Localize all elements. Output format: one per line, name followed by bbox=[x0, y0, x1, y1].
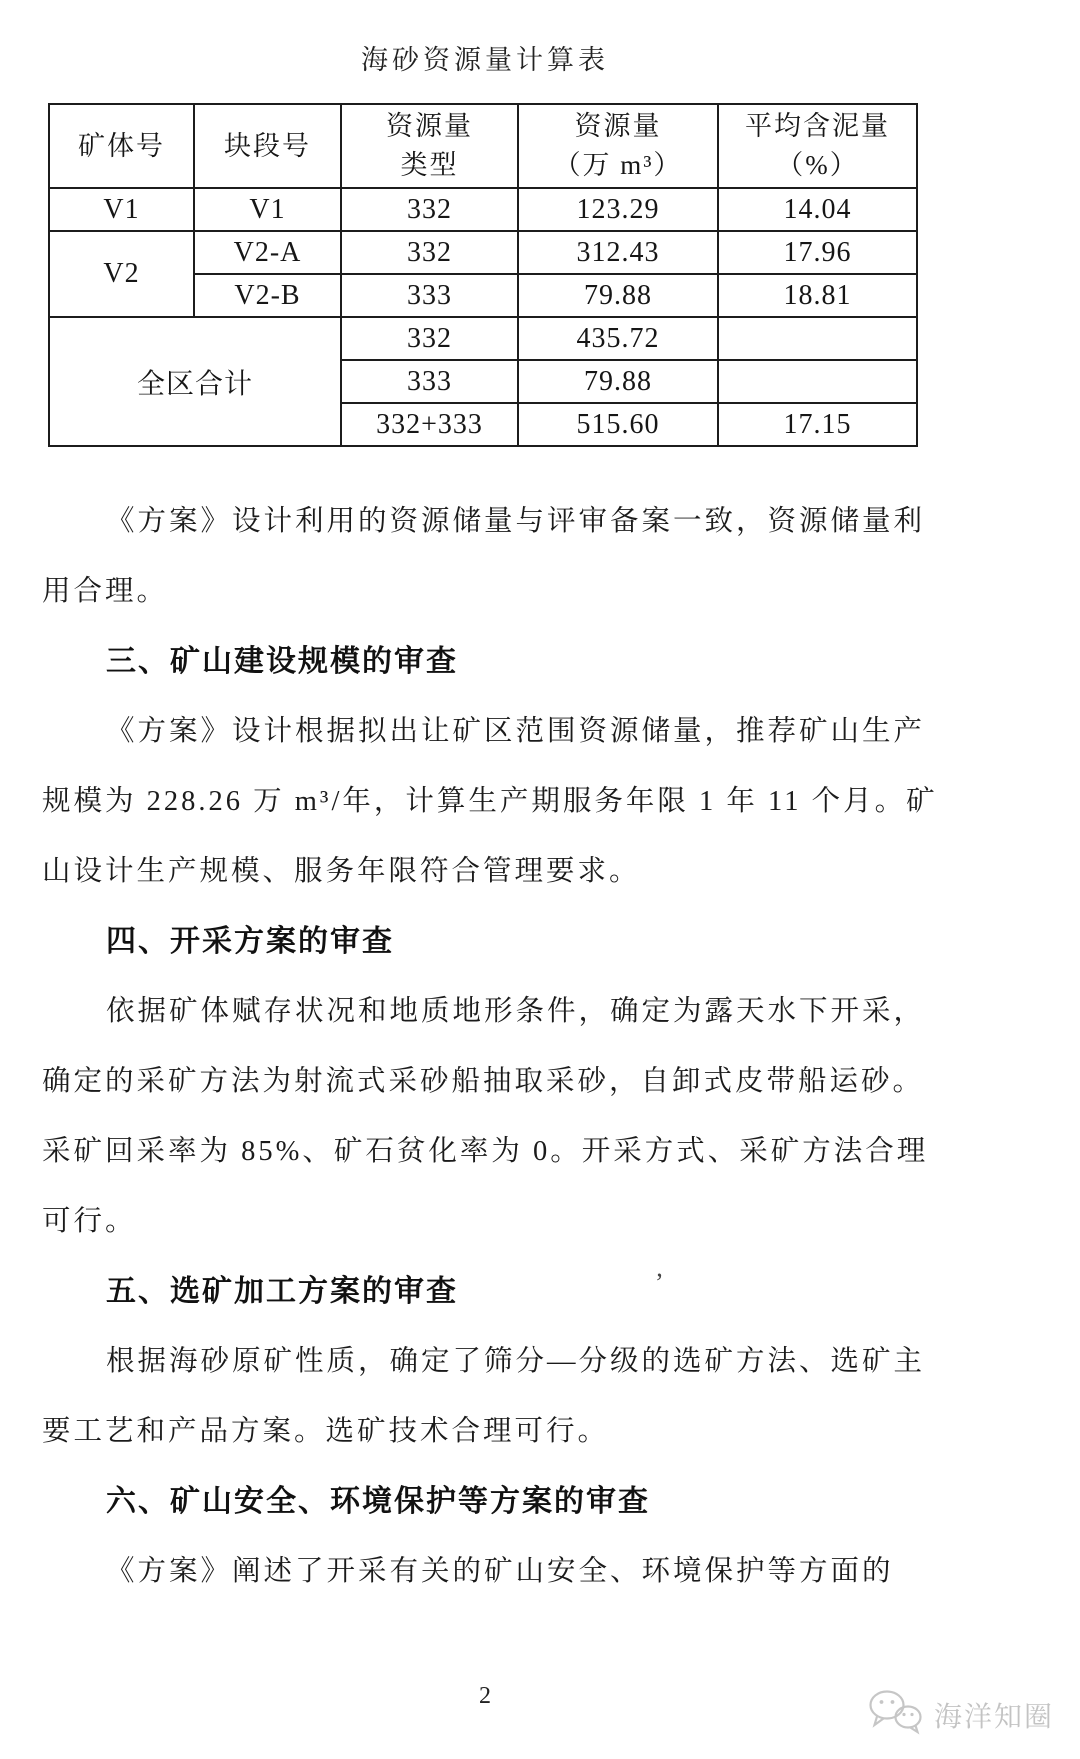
body-line: 确定的采矿方法为射流式采砂船抽取采砂，自卸式皮带船运砂。 bbox=[42, 1065, 925, 1097]
table-row bbox=[49, 231, 917, 274]
cell-volume: 123.29 bbox=[518, 188, 718, 231]
page-number: 2 bbox=[479, 1683, 491, 1709]
cell-volume: 79.88 bbox=[518, 274, 718, 317]
table-header-row bbox=[49, 104, 917, 188]
cell-type: 332 bbox=[341, 317, 518, 360]
body-line: 《方案》设计利用的资源储量与评审备案一致，资源储量利 bbox=[106, 505, 926, 537]
cell-type: 332+333 bbox=[341, 403, 518, 446]
table-row bbox=[49, 188, 917, 231]
cell-mud: 17.15 bbox=[718, 403, 917, 446]
body-line: 可行。 bbox=[42, 1205, 137, 1237]
cell-volume: 79.88 bbox=[518, 360, 718, 403]
cell-type: 333 bbox=[341, 274, 518, 317]
cell-block: V2-A bbox=[194, 231, 341, 274]
section-heading-6: 六、矿山安全、环境保护等方案的审查 bbox=[106, 1485, 650, 1518]
body-line: 《方案》阐述了开采有关的矿山安全、环境保护等方面的 bbox=[106, 1555, 894, 1587]
header-volume: 资源量 （万 m³） bbox=[518, 104, 718, 188]
table-row-total bbox=[49, 317, 917, 360]
cell-type: 332 bbox=[341, 188, 518, 231]
cell-volume: 312.43 bbox=[518, 231, 718, 274]
resource-table bbox=[48, 103, 918, 447]
scan-artifact-mark: ’ bbox=[655, 1268, 664, 1297]
cell-type: 332 bbox=[341, 231, 518, 274]
body-line: 依据矿体赋存状况和地质地形条件，确定为露天水下开采， bbox=[106, 995, 926, 1027]
section-heading-3: 三、矿山建设规模的审查 bbox=[106, 645, 458, 678]
header-orebody: 矿体号 bbox=[49, 104, 194, 188]
cell-volume: 515.60 bbox=[518, 403, 718, 446]
body-line: 要工艺和产品方案。选矿技术合理可行。 bbox=[42, 1415, 610, 1447]
cell-type: 333 bbox=[341, 360, 518, 403]
section-heading-5: 五、选矿加工方案的审查 bbox=[106, 1275, 458, 1308]
body-line: 用合理。 bbox=[42, 575, 169, 607]
header-block: 块段号 bbox=[194, 104, 341, 188]
cell-mud-empty bbox=[718, 317, 917, 360]
body-line: 《方案》设计根据拟出让矿区范围资源储量，推荐矿山生产 bbox=[106, 715, 926, 747]
cell-mud: 14.04 bbox=[718, 188, 917, 231]
cell-orebody: V1 bbox=[49, 188, 194, 231]
cell-mud: 18.81 bbox=[718, 274, 917, 317]
cell-mud: 17.96 bbox=[718, 231, 917, 274]
cell-orebody: V2 bbox=[49, 231, 194, 317]
body-line: 山设计生产规模、服务年限符合管理要求。 bbox=[42, 855, 641, 887]
body-line: 规模为 228.26 万 m³/年，计算生产期服务年限 1 年 11 个月。矿 bbox=[42, 785, 938, 817]
wechat-icon bbox=[864, 1686, 926, 1743]
header-mud: 平均含泥量 （%） bbox=[718, 104, 917, 188]
body-line: 根据海砂原矿性质，确定了筛分—分级的选矿方法、选矿主 bbox=[106, 1345, 926, 1377]
body-line: 采矿回采率为 85%、矿石贫化率为 0。开采方式、采矿方法合理 bbox=[42, 1135, 929, 1167]
cell-mud-empty bbox=[718, 360, 917, 403]
cell-block: V2-B bbox=[194, 274, 341, 317]
header-type: 资源量 类型 bbox=[341, 104, 518, 188]
cell-volume: 435.72 bbox=[518, 317, 718, 360]
watermark bbox=[864, 1686, 1054, 1743]
cell-block: V1 bbox=[194, 188, 341, 231]
section-heading-4: 四、开采方案的审查 bbox=[106, 925, 394, 958]
watermark-text: 海洋知圈 bbox=[933, 1700, 1054, 1732]
cell-total-label: 全区合计 bbox=[49, 317, 341, 446]
document-title: 海砂资源量计算表 bbox=[361, 45, 609, 75]
body-text bbox=[42, 483, 1038, 1603]
